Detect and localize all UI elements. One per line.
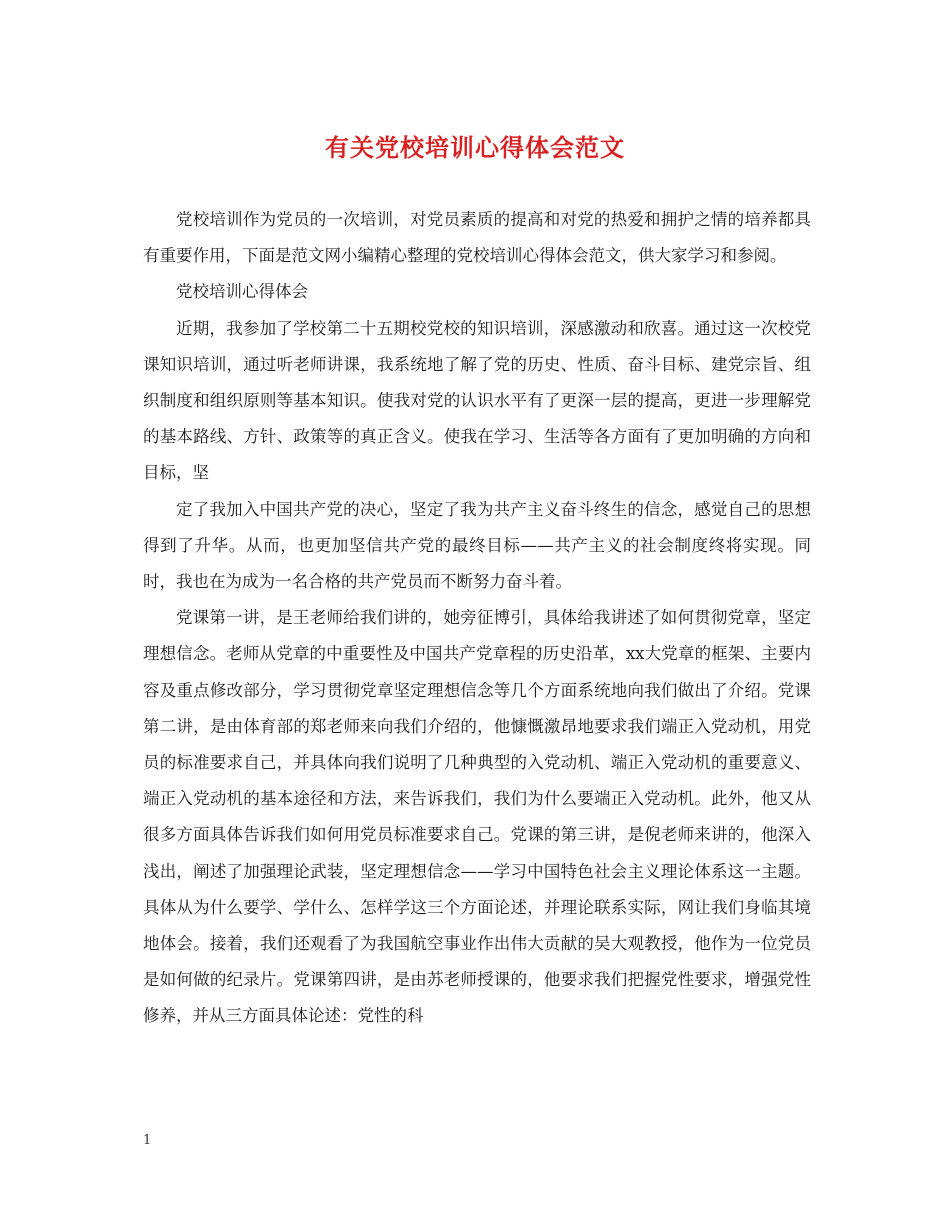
paragraph-body-2: 定了我加入中国共产党的决心，坚定了我为共产主义奋斗终生的信念，感觉自己的思想得到了升华。从而，也更加坚信共产党的最终目标——共产主义的社会制度终将实现。同时，我也在为成为一名合格的共产党员而不断努力奋斗着。 [143, 499, 811, 592]
paragraph-body-3: 党课第一讲，是王老师给我们讲的，她旁征博引，具体给我讲述了如何贯彻党章，坚定理想信念。老师从党章的中重要性及中国共产党章程的历史沿革，xx大党章的框架、主要内容及重点修改部分，学习贯彻党章坚定理想信念等几个方面系统地向我们做出了介绍。党课第二讲，是由体育部的郑老师来向我们介绍的，他慷慨激昂地要求我们端正入党动机，用党员的标准要求自己，并具体向我们说明了几种典型的入党动机、端正入党动机的重要意义、端正入党动机的基本途径和方法，来告诉我们，我们为什么要端正入党动机。此外，他又从很多方面具体告诉我们如何用党员标准要求自己。党课的第三讲，是倪老师来讲的，他深入浅出，阐述了加强理论武装，坚定理想信念——学习中国特色社会主义理论体系这一主题。具体从为什么要学、学什么、怎样学这三个方面论述，并理论联系实际，网让我们身临其境地体会。接着，我们还观看了为我国航空事业作出伟大贡献的吴大观教授，他作为一位党员是如何做的纪录片。党课第四讲，是由苏老师授课的，他要求我们把握党性要求，增强党性修养，并从三方面具体论述：党性的科 [143, 608, 811, 1026]
paragraph-intro: 党校培训作为党员的一次培训，对党员素质的提高和对党的热爱和拥护之情的培养都具有重要作用，下面是范文网小编精心整理的党校培训心得体会范文，供大家学习和参阅。 [143, 210, 811, 266]
document-title: 有关党校培训心得体会范文 [325, 133, 625, 162]
paragraph-subheading: 党校培训心得体会 [176, 282, 308, 302]
page-number: 1 [143, 1133, 152, 1148]
paragraph-body-1: 近期，我参加了学校第二十五期校党校的知识培训，深感激动和欣喜。通过这一次校党课知识培训，通过听老师讲课，我系统地了解了党的历史、性质、奋斗目标、建党宗旨、组织制度和组织原则等基本知识。使我对党的认识水平有了更深一层的提高，更进一步理解党的基本路线、方针、政策等的真正含义。使我在学习、生活等各方面有了更加明确的方向和目标，坚 [143, 318, 811, 483]
document-body [143, 202, 811, 1035]
